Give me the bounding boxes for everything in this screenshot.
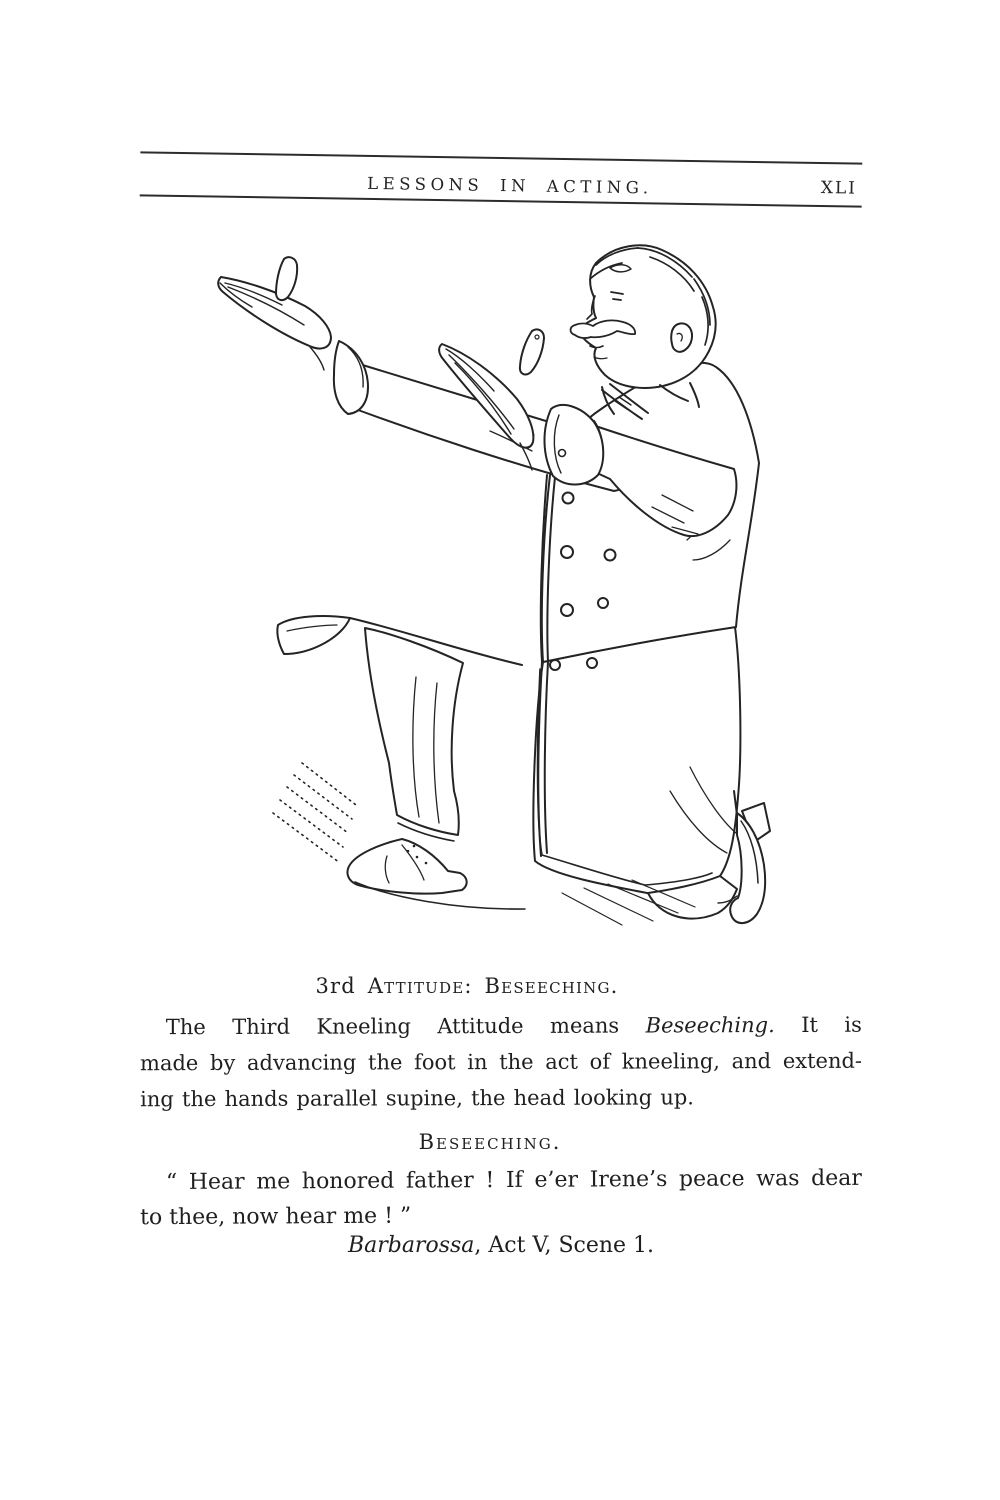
paragraph-line: The Third Kneeling Attitude means Beseeching. It is: [165, 1012, 862, 1040]
description-paragraph: [140, 1007, 862, 1118]
quote-heading: Beseeching.: [418, 1130, 562, 1154]
quote-line: “ Hear me honored father ! If e’er Irene’s peace was dear: [165, 1165, 862, 1196]
work-title: Barbarossa: [347, 1233, 475, 1258]
illustration-beseeching-figure: [190, 235, 810, 950]
paragraph-line: ing the hands parallel supine, the head looking up.: [140, 1085, 694, 1112]
quote-line: to thee, now hear me ! ”: [140, 1203, 412, 1231]
page-header: [140, 151, 863, 207]
figure-coat-skirt: [533, 627, 740, 894]
figure-ground-hatching: [273, 763, 356, 863]
page-number: XLI: [820, 178, 858, 199]
attitude-number: 3rd: [315, 974, 356, 998]
quote: [140, 1161, 862, 1235]
attitude-heading: [106, 974, 828, 998]
running-title: LESSONS IN ACTING.: [367, 173, 653, 198]
quote-attribution: Barbarossa, Act V, Scene 1.: [347, 1233, 655, 1258]
attitude-title: Attitude: Beseeching.: [367, 974, 619, 998]
figure-left-leg: [277, 616, 522, 841]
paragraph-line: made by advancing the foot in the act of kneeling, and extend-: [139, 1048, 863, 1076]
figure-left-shoe: [347, 839, 525, 909]
term-beseeching: Beseeching.: [645, 1013, 775, 1038]
